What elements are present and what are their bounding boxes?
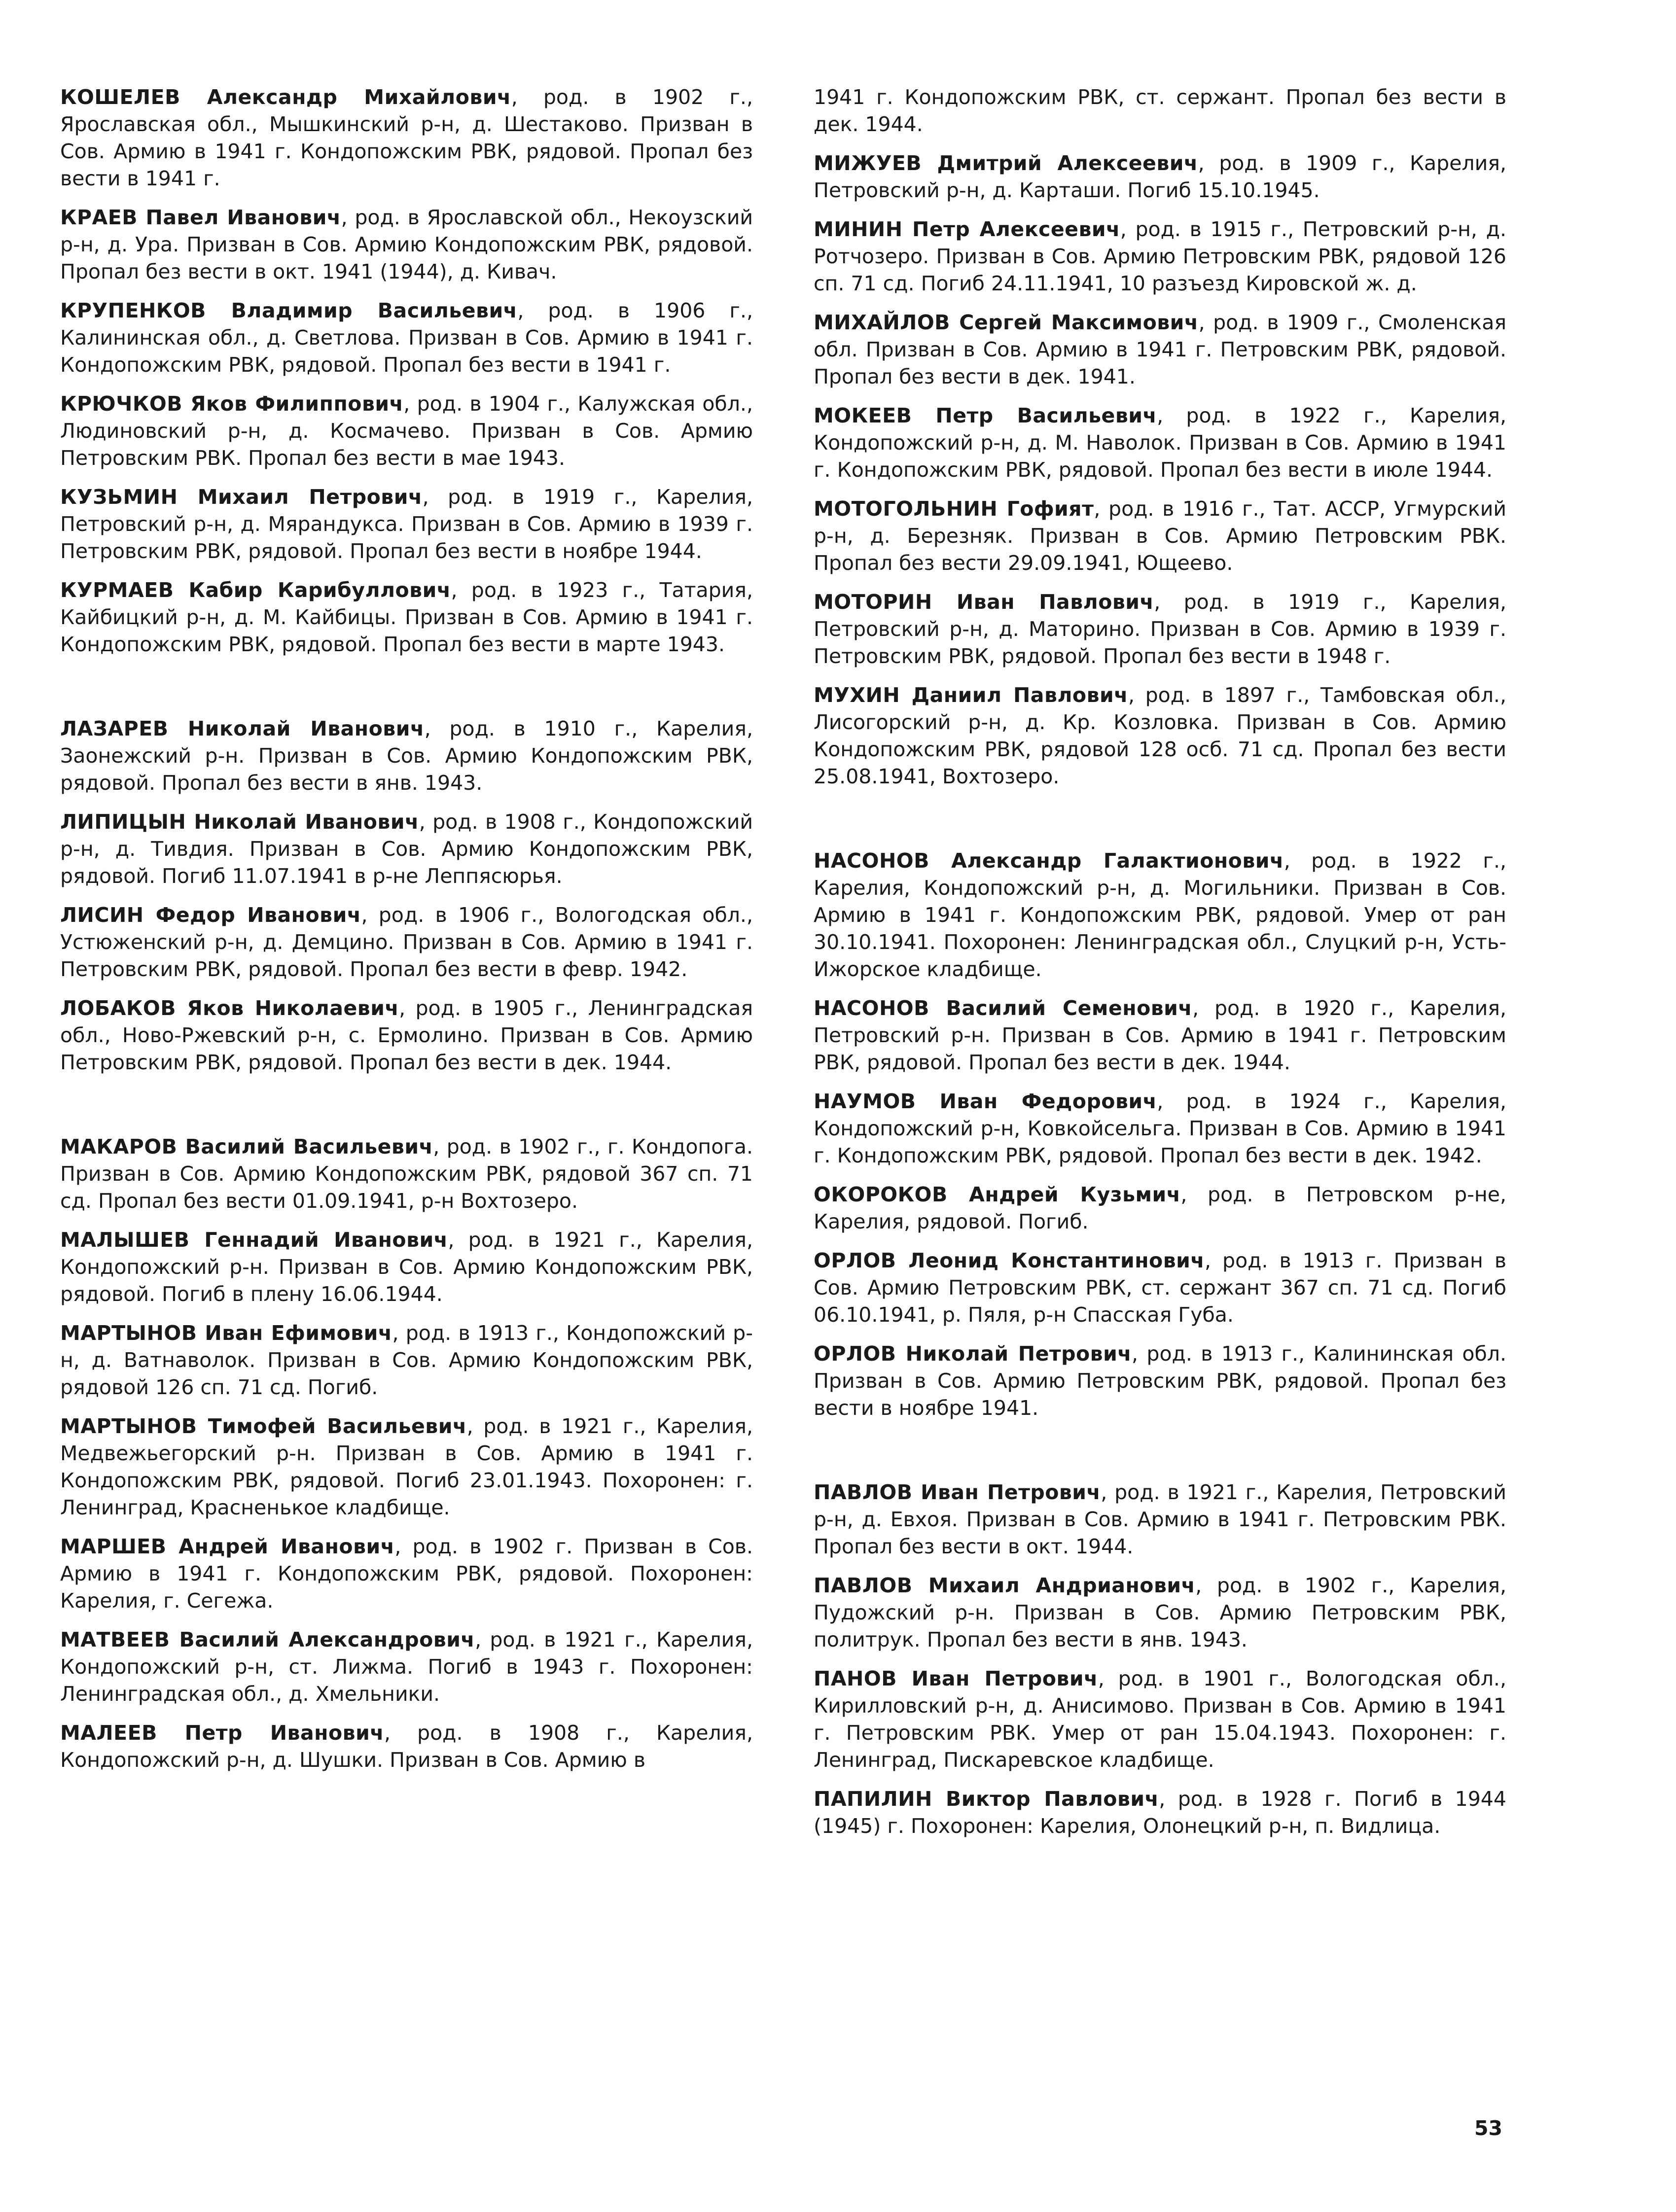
- person-name: КРЮЧКОВ Яков Филиппович: [60, 392, 404, 416]
- person-entry: [60, 1133, 753, 1215]
- person-details: , род. в 1902 г., г. Кондопога. Призван в Сов. Армию Кондопожским РВК, рядовой 367 сп. 71 сд. Пропал без вести 01.09.1941, р-н Вохтозеро.: [60, 1135, 753, 1213]
- person-entry: [814, 402, 1506, 484]
- person-details: , род. в 1928 г. Погиб в 1944 (1945) г. Похоронен: Карелия, Олонецкий р-н, п. Видлица.: [814, 1787, 1506, 1838]
- person-name: НАСОНОВ Василий Семенович: [814, 996, 1193, 1020]
- person-name: КРУПЕНКОВ Владимир Васильевич: [60, 299, 518, 322]
- person-name: ЛИПИЦЫН Николай Иванович: [60, 810, 419, 834]
- person-entry: [814, 1181, 1506, 1235]
- person-name: НАСОНОВ Александр Галактионович: [814, 849, 1284, 873]
- person-name: МАКАРОВ Василий Васильевич: [60, 1135, 433, 1159]
- person-details: , род. в 1922 г., Карелия, Кондопожский р-н, д. Могильники. Призван в Сов. Армию в 1941 г. Кондопожским РВК, рядовой. Умер от ран 30.10.1941. Похоронен: Ленинградская обл., Слуцкий р-н, Усть-Ижорское кладбище.: [814, 849, 1507, 981]
- person-details: , род. в 1906 г., Калининская обл., д. Светлова. Призван в Сов. Армию в 1941 г. Кондопожским РВК, рядовой. Пропал без вести в 1941 г.: [60, 299, 753, 377]
- person-details: , род. в 1906 г., Вологодская обл., Устюженский р-н, д. Демцино. Призван в Сов. Армию в 1941 г. Петровским РВК, рядовой. Пропал без вести в февр. 1942.: [60, 903, 753, 981]
- section-gap: [814, 802, 1506, 847]
- person-details: , род. в 1919 г., Карелия, Петровский р-н, д. Мярандукса. Призван в Сов. Армию в 1939 г. Петровским РВК, рядовой. Пропал без вести в ноябре 1944.: [60, 485, 753, 563]
- person-entry: [814, 847, 1506, 983]
- person-entry: [60, 1720, 753, 1774]
- person-entry: [60, 715, 753, 797]
- person-details: , род. в 1913 г., Кондопожский р-н, д. Ватнаволок. Призван в Сов. Армию Кондопожским РВК, рядовой 126 сп. 71 сд. Погиб.: [60, 1321, 753, 1399]
- section-gap: [60, 670, 753, 715]
- person-entry: [814, 1479, 1506, 1560]
- person-details: , род. в 1921 г., Карелия, Медвежьегорский р-н. Призван в Сов. Армию в 1941 г. Кондопожским РВК, рядовой. Погиб 23.01.1943. Похоронен: г. Ленинград, Красненькое кладбище.: [60, 1414, 753, 1519]
- person-details: , род. в 1901 г., Вологодская обл., Кирилловский р-н, д. Анисимово. Призван в Сов. Армию в 1941 г. Петровским РВК. Умер от ран 15.04.1943. Похоронен: г. Ленинград, Пискаревское кладбище.: [814, 1667, 1507, 1772]
- person-entry: [814, 150, 1506, 204]
- person-details: , род. в 1905 г., Ленинградская обл., Ново-Ржевский р-н, с. Ермолино. Призван в Сов. Армию Петровским РВК, рядовой. Пропал без вести в дек. 1944.: [60, 996, 753, 1074]
- person-entry: [814, 682, 1506, 790]
- person-entry: [814, 495, 1506, 577]
- person-entry: [60, 902, 753, 983]
- person-details: , род. в 1902 г. Призван в Сов. Армию в 1941 г. Кондопожским РВК, рядовой. Похоронен: Карелия, г. Сегежа.: [60, 1535, 753, 1613]
- continued-entry-text: 1941 г. Кондопожским РВК, ст. сержант. Пропал без вести в дек. 1944.: [814, 85, 1506, 136]
- person-name: ОРЛОВ Николай Петрович: [814, 1342, 1132, 1366]
- person-entry: [60, 204, 753, 285]
- person-name: МИЖУЕВ Дмитрий Алексеевич: [814, 151, 1198, 175]
- person-entry: [814, 216, 1506, 297]
- person-name: ПАВЛОВ Михаил Андрианович: [814, 1574, 1196, 1597]
- person-name: ЛОБАКОВ Яков Николаевич: [60, 996, 399, 1020]
- person-entry: [60, 1320, 753, 1401]
- person-details: , род. в 1921 г., Карелия, Кондопожский р-н. Призван в Сов. Армию Кондопожским РВК, рядовой. Погиб в плену 16.06.1944.: [60, 1228, 753, 1306]
- person-name: ЛАЗАРЕВ Николай Иванович: [60, 717, 425, 740]
- person-name: МАЛЕЕВ Петр Иванович: [60, 1721, 384, 1745]
- person-name: МАЛЫШЕВ Геннадий Иванович: [60, 1228, 448, 1252]
- person-details: , род. в 1908 г., Карелия, Кондопожский р-н, д. Шушки. Призван в Сов. Армию в: [60, 1721, 753, 1772]
- person-entry: [814, 1572, 1506, 1653]
- person-name: ПАНОВ Иван Петрович: [814, 1667, 1098, 1690]
- person-name: МАРТЫНОВ Иван Ефимович: [60, 1321, 392, 1345]
- person-entry: [814, 1088, 1506, 1169]
- person-entry: [814, 589, 1506, 670]
- person-entry: [60, 484, 753, 565]
- person-entry: [60, 808, 753, 890]
- person-name: МАРШЕВ Андрей Иванович: [60, 1535, 395, 1558]
- person-name: ОРЛОВ Леонид Константинович: [814, 1249, 1205, 1272]
- person-name: МОТОРИН Иван Павлович: [814, 590, 1154, 614]
- person-details: , род. в Ярославской обл., Некоузский р-н, д. Ура. Призван в Сов. Армию Кондопожским РВК, рядовой. Пропал без вести в окт. 1941 (1944), д. Кивач.: [60, 206, 753, 283]
- person-name: МОТОГОЛЬНИН Гофият: [814, 497, 1094, 521]
- person-details: , род. в 1915 г., Петровский р-н, д. Ротчозеро. Призван в Сов. Армию Петровским РВК, рядовой 126 сп. 71 сд. Погиб 24.11.1941, 10 разъезд Кировской ж. д.: [814, 217, 1506, 295]
- person-details: , род. в 1923 г., Татария, Кайбицкий р-н, д. М. Кайбицы. Призван в Сов. Армию в 1941 г. Кондопожским РВК, рядовой. Пропал без вести в марте 1943.: [60, 578, 753, 656]
- person-details: , род. в 1921 г., Карелия, Кондопожский р-н, ст. Лижма. Погиб в 1943 г. Похоронен: Ленинградская обл., д. Хмельники.: [60, 1628, 753, 1706]
- person-name: КРАЕВ Павел Иванович: [60, 206, 341, 229]
- person-entry: [814, 1786, 1506, 1840]
- person-name: ПАВЛОВ Иван Петрович: [814, 1480, 1101, 1504]
- person-name: НАУМОВ Иван Федорович: [814, 1089, 1157, 1113]
- person-details: , род. в 1902 г., Карелия, Пудожский р-н. Призван в Сов. Армию Петровским РВК, политрук. Пропал без вести в янв. 1943.: [814, 1574, 1506, 1651]
- person-details: , род. в 1908 г., Кондопожский р-н, д. Тивдия. Призван в Сов. Армию Кондопожским РВК, рядовой. Погиб 11.07.1941 в р-не Леппясюрья.: [60, 810, 753, 888]
- person-details: , род. в 1897 г., Тамбовская обл., Лисогорский р-н, д. Кр. Козловка. Призван в Сов. Армию Кондопожским РВК, рядовой 128 осб. 71 сд. Пропал без вести 25.08.1941, Вохтозеро.: [814, 683, 1507, 788]
- person-details: , род. в 1909 г., Карелия, Петровский р-н, д. Карташи. Погиб 15.10.1945.: [814, 151, 1506, 202]
- person-entry: [814, 1665, 1506, 1774]
- page-number: 53: [1474, 2116, 1503, 2140]
- person-details: , род. в 1913 г. Призван в Сов. Армию Петровским РВК, ст. сержант 367 сп. 71 сд. Погиб 06.10.1941, р. Пяля, р-н Спасская Губа.: [814, 1249, 1506, 1327]
- person-name: ПАПИЛИН Виктор Павлович: [814, 1787, 1159, 1811]
- person-name: МАРТЫНОВ Тимофей Васильевич: [60, 1414, 467, 1438]
- person-entry: [60, 1626, 753, 1708]
- person-name: МУХИН Даниил Павлович: [814, 683, 1128, 707]
- person-details: , род. в 1909 г., Смоленская обл. Призван в Сов. Армию в 1941 г. Петровским РВК, рядовой. Пропал без вести в дек. 1941.: [814, 311, 1506, 388]
- person-entry: [60, 1533, 753, 1615]
- section-gap: [60, 1088, 753, 1133]
- section-gap: [814, 1434, 1506, 1479]
- person-details: , род. в 1922 г., Карелия, Кондопожский р-н, д. М. Наволок. Призван в Сов. Армию в 1941 г. Кондопожским РВК, рядовой. Пропал без вести в июле 1944.: [814, 404, 1506, 482]
- person-entry: [60, 1413, 753, 1521]
- person-details: , род. в 1904 г., Калужская обл., Людиновский р-н, д. Космачево. Призван в Сов. Армию Петровским РВК. Пропал без вести в мае 1943.: [60, 392, 753, 470]
- person-entry: [814, 1340, 1506, 1422]
- person-entry: [814, 1247, 1506, 1329]
- person-name: ЛИСИН Федор Иванович: [60, 903, 361, 927]
- person-details: , род. в 1924 г., Карелия, Кондопожский р-н, Ковкойсельга. Призван в Сов. Армию в 1941 г. Кондопожским РВК, рядовой. Пропал без вести в дек. 1942.: [814, 1089, 1506, 1167]
- person-details: , род. в 1910 г., Карелия, Заонежский р-н. Призван в Сов. Армию Кондопожским РВК, рядовой. Пропал без вести в янв. 1943.: [60, 717, 753, 795]
- person-entry: [60, 84, 753, 192]
- person-name: МИХАЙЛОВ Сергей Максимович: [814, 311, 1199, 334]
- person-details: , род. в 1921 г., Карелия, Петровский р-н, д. Евхоя. Призван в Сов. Армию в 1941 г. Петровским РВК. Пропал без вести в окт. 1944.: [814, 1480, 1506, 1558]
- person-name: МАТВЕЕВ Василий Александрович: [60, 1628, 475, 1651]
- person-details: , род. в 1902 г., Ярославская обл., Мышкинский р-н, д. Шестаково. Призван в Сов. Армию в 1941 г. Кондопожским РВК, рядовой. Пропал без вести в 1941 г.: [60, 85, 753, 190]
- person-details: , род. в 1913 г., Калининская обл. Призван в Сов. Армию Петровским РВК, рядовой. Пропал без вести в ноябре 1941.: [814, 1342, 1506, 1420]
- person-entry: [60, 297, 753, 379]
- person-entry: [814, 995, 1506, 1076]
- person-entry: [60, 995, 753, 1076]
- person-entry: [60, 577, 753, 658]
- person-details: , род. в 1916 г., Тат. АССР, Угмурский р-н, д. Березняк. Призван в Сов. Армию Петровским РВК. Пропал без вести 29.09.1941, Ющеево.: [814, 497, 1506, 575]
- person-name: ОКОРОКОВ Андрей Кузьмич: [814, 1183, 1181, 1206]
- right-column: [814, 84, 1506, 1852]
- person-name: КУЗЬМИН Михаил Петрович: [60, 485, 423, 509]
- left-column: [60, 84, 753, 1786]
- person-name: КУРМАЕВ Кабир Карибуллович: [60, 578, 451, 602]
- person-name: МОКЕЕВ Петр Васильевич: [814, 404, 1157, 427]
- person-details: , род. в Петровском р-не, Карелия, рядовой. Погиб.: [814, 1183, 1506, 1233]
- person-details: , род. в 1919 г., Карелия, Петровский р-н, д. Маторино. Призван в Сов. Армию в 1939 г. Петровским РВК, рядовой. Пропал без вести в 1948 г.: [814, 590, 1506, 668]
- person-entry: [814, 309, 1506, 390]
- person-name: КОШЕЛЕВ Александр Михайлович: [60, 85, 511, 109]
- person-entry: [60, 1227, 753, 1308]
- person-name: МИНИН Петр Алексеевич: [814, 217, 1120, 241]
- person-details: , род. в 1920 г., Карелия, Петровский р-н. Призван в Сов. Армию в 1941 г. Петровским РВК, рядовой. Пропал без вести в дек. 1944.: [814, 996, 1506, 1074]
- person-entry: [60, 390, 753, 472]
